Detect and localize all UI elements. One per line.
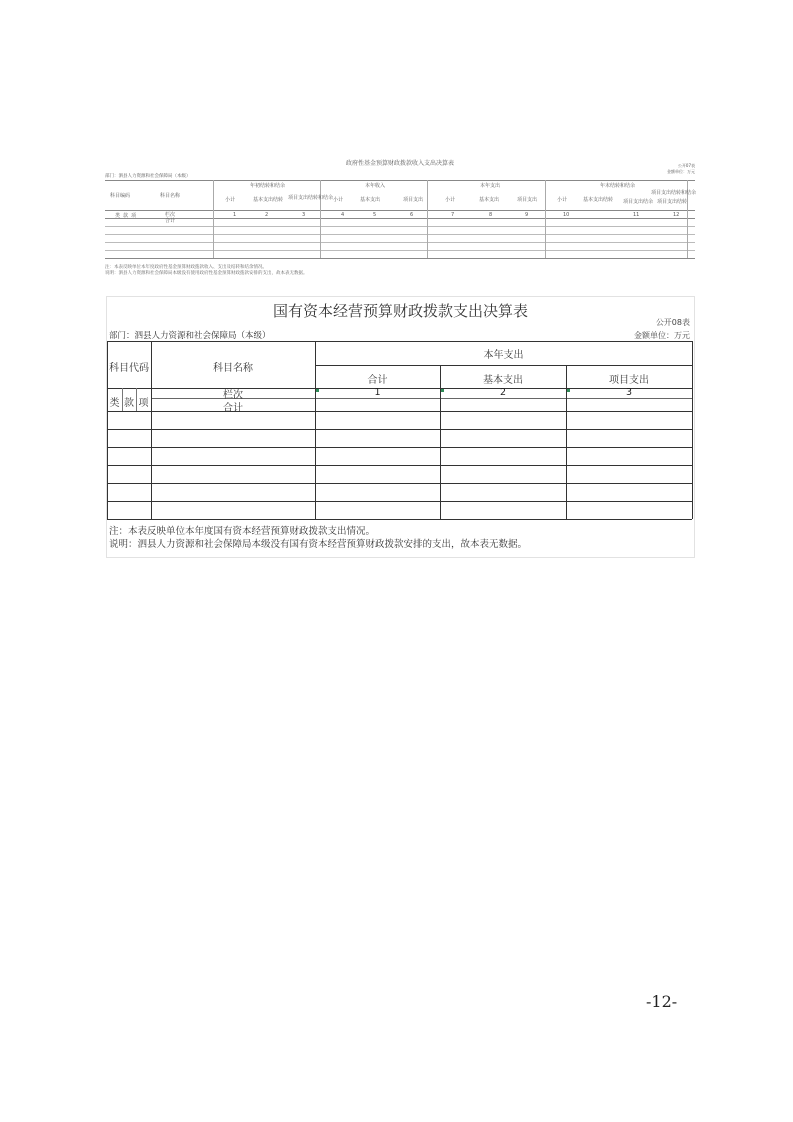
table2-col-total: 合计	[367, 375, 388, 386]
table1-sub-2: 基本支出结转	[253, 197, 284, 203]
table1-vrule	[427, 180, 428, 258]
table1-group-4-sub: 项目支出结转和结余	[651, 190, 697, 196]
table2-dept: 部门：泗县人力资源和社会保障局（本级）	[109, 331, 271, 341]
table1-num: 9	[525, 212, 529, 218]
table1-vrule	[545, 180, 546, 258]
table1-row-total: 合计	[165, 218, 176, 224]
table1-group-2: 本年收入	[365, 183, 386, 189]
table1-form-info	[667, 163, 695, 175]
table1-sub-10: 小计	[557, 197, 568, 203]
table2-rule-row	[107, 483, 692, 484]
table2-vrule-right	[692, 341, 693, 519]
table1-sub-12: 项目支出结余	[623, 199, 654, 205]
table1-row-xiang: 项	[131, 213, 137, 219]
table2-note-1: 注：本表反映单位本年度国有资本经营预算财政拨款支出情况。	[109, 526, 376, 537]
table1-num: 8	[489, 212, 493, 218]
table1-sub-9: 项目支出	[517, 197, 538, 203]
table1-sub-11: 基本支出结转	[583, 197, 614, 203]
cell-marker	[441, 389, 444, 392]
table1-sub-5: 基本支出	[360, 197, 381, 203]
table1-rule	[105, 210, 695, 211]
table2-rule-row	[107, 465, 692, 466]
table1-num: 4	[341, 212, 345, 218]
table1-sub-6: 项目支出	[403, 197, 424, 203]
table2-rule-row	[107, 501, 692, 502]
table1-rule	[105, 180, 695, 181]
table1-col-name: 科目名称	[160, 193, 181, 199]
table1-rule	[105, 250, 695, 251]
table2-note-2: 说明：泗县人力资源和社会保障局本级没有国有资本经营预算财政拨款安排的支出，故本表无数据。	[109, 539, 528, 550]
table2-form-no: 公开08表	[655, 318, 690, 327]
table1-sub-7: 小计	[445, 197, 456, 203]
table2-col-basic: 基本支出	[483, 375, 523, 386]
table1-row-lanci: 栏次	[165, 212, 176, 218]
cell-marker	[567, 389, 570, 392]
table1-group-3: 本年支出	[480, 183, 501, 189]
table1-form-no: 公开07表	[677, 163, 695, 168]
table2-row-total: 合计	[223, 403, 243, 414]
table2-col-code: 科目代码	[109, 363, 149, 374]
table1-sub-1: 小计	[225, 197, 236, 203]
table1-sub-4: 小计	[333, 197, 344, 203]
table2-rule-group	[315, 365, 692, 366]
table1-row-kuan: 款	[123, 213, 129, 219]
table1-num: 2	[265, 212, 269, 218]
table1-num: 7	[451, 212, 455, 218]
table1-rule	[105, 234, 695, 235]
table1-vrule	[213, 180, 214, 258]
table2-vrule-name	[315, 341, 316, 519]
table1-note-1: 注：本表反映单位本年度政府性基金预算财政拨款收入、支出及结转和结余情况。	[105, 265, 267, 270]
table1-rule	[105, 242, 695, 243]
table2-colnum-1: 1	[374, 387, 381, 398]
table2-row-kuan: 款	[124, 398, 134, 409]
table1-num: 5	[373, 212, 377, 218]
table1-note-2: 说明：泗县人力资源和社会保障局本级没有使用政府性基金预算财政拨款安排的支出，故本表无数据。	[105, 271, 308, 276]
table1-num: 1	[233, 212, 237, 218]
table2-group-header: 本年支出	[483, 350, 524, 361]
table-state-capital-budget	[106, 296, 695, 558]
table1-sub-13: 项目支出结转	[657, 199, 688, 205]
table2-row-xiang: 项	[138, 398, 149, 409]
table1-dept: 部门：泗县人力资源和社会保障局（本级）	[105, 174, 191, 179]
table2-row-lanci: 栏次	[223, 390, 243, 401]
table2-colnum-2: 2	[499, 387, 507, 398]
table2-colnum-3: 3	[625, 387, 633, 398]
table2-unit: 金额单位：万元	[634, 331, 690, 340]
page-number: -12-	[646, 992, 678, 1011]
table1-vrule	[320, 180, 321, 258]
table1-title: 政府性基金预算财政拨款收入支出决算表	[345, 160, 454, 167]
table2-col-name: 科目名称	[213, 363, 253, 374]
table1-rule	[105, 226, 695, 227]
cell-marker	[316, 389, 319, 392]
table1-notes	[105, 265, 308, 277]
table2-notes	[109, 525, 527, 551]
table2-rule-top	[107, 341, 692, 342]
table1-num: 10	[563, 212, 570, 218]
table1-num: 12	[673, 212, 680, 218]
table1-col-code: 科目编码	[110, 193, 131, 199]
table2-rule-row	[107, 429, 692, 430]
table1-num: 6	[410, 212, 414, 218]
table2-rule-row	[107, 447, 692, 448]
table2-title: 国有资本经营预算财政拨款支出决算表	[272, 302, 528, 320]
table1-group-1: 年初结转和结余	[250, 183, 286, 189]
table1-row-lei: 类	[115, 213, 121, 219]
table1-unit: 金额单位：万元	[667, 169, 695, 174]
table1-rule	[105, 258, 695, 259]
table2-grid	[107, 341, 692, 519]
table2-rule-bottom	[107, 519, 692, 520]
table2-row-lei: 类	[109, 398, 120, 409]
table2-col-project: 项目支出	[609, 375, 649, 386]
table1-rule	[105, 218, 695, 219]
table1-sub-3: 项目支出结转和结余	[288, 195, 334, 201]
table1-group-4: 年末结转和结余	[600, 183, 636, 189]
table1-sub-8: 基本支出	[479, 197, 500, 203]
table1-num: 11	[633, 212, 640, 218]
table-govfund-budget	[105, 158, 695, 278]
table1-num: 3	[302, 212, 306, 218]
